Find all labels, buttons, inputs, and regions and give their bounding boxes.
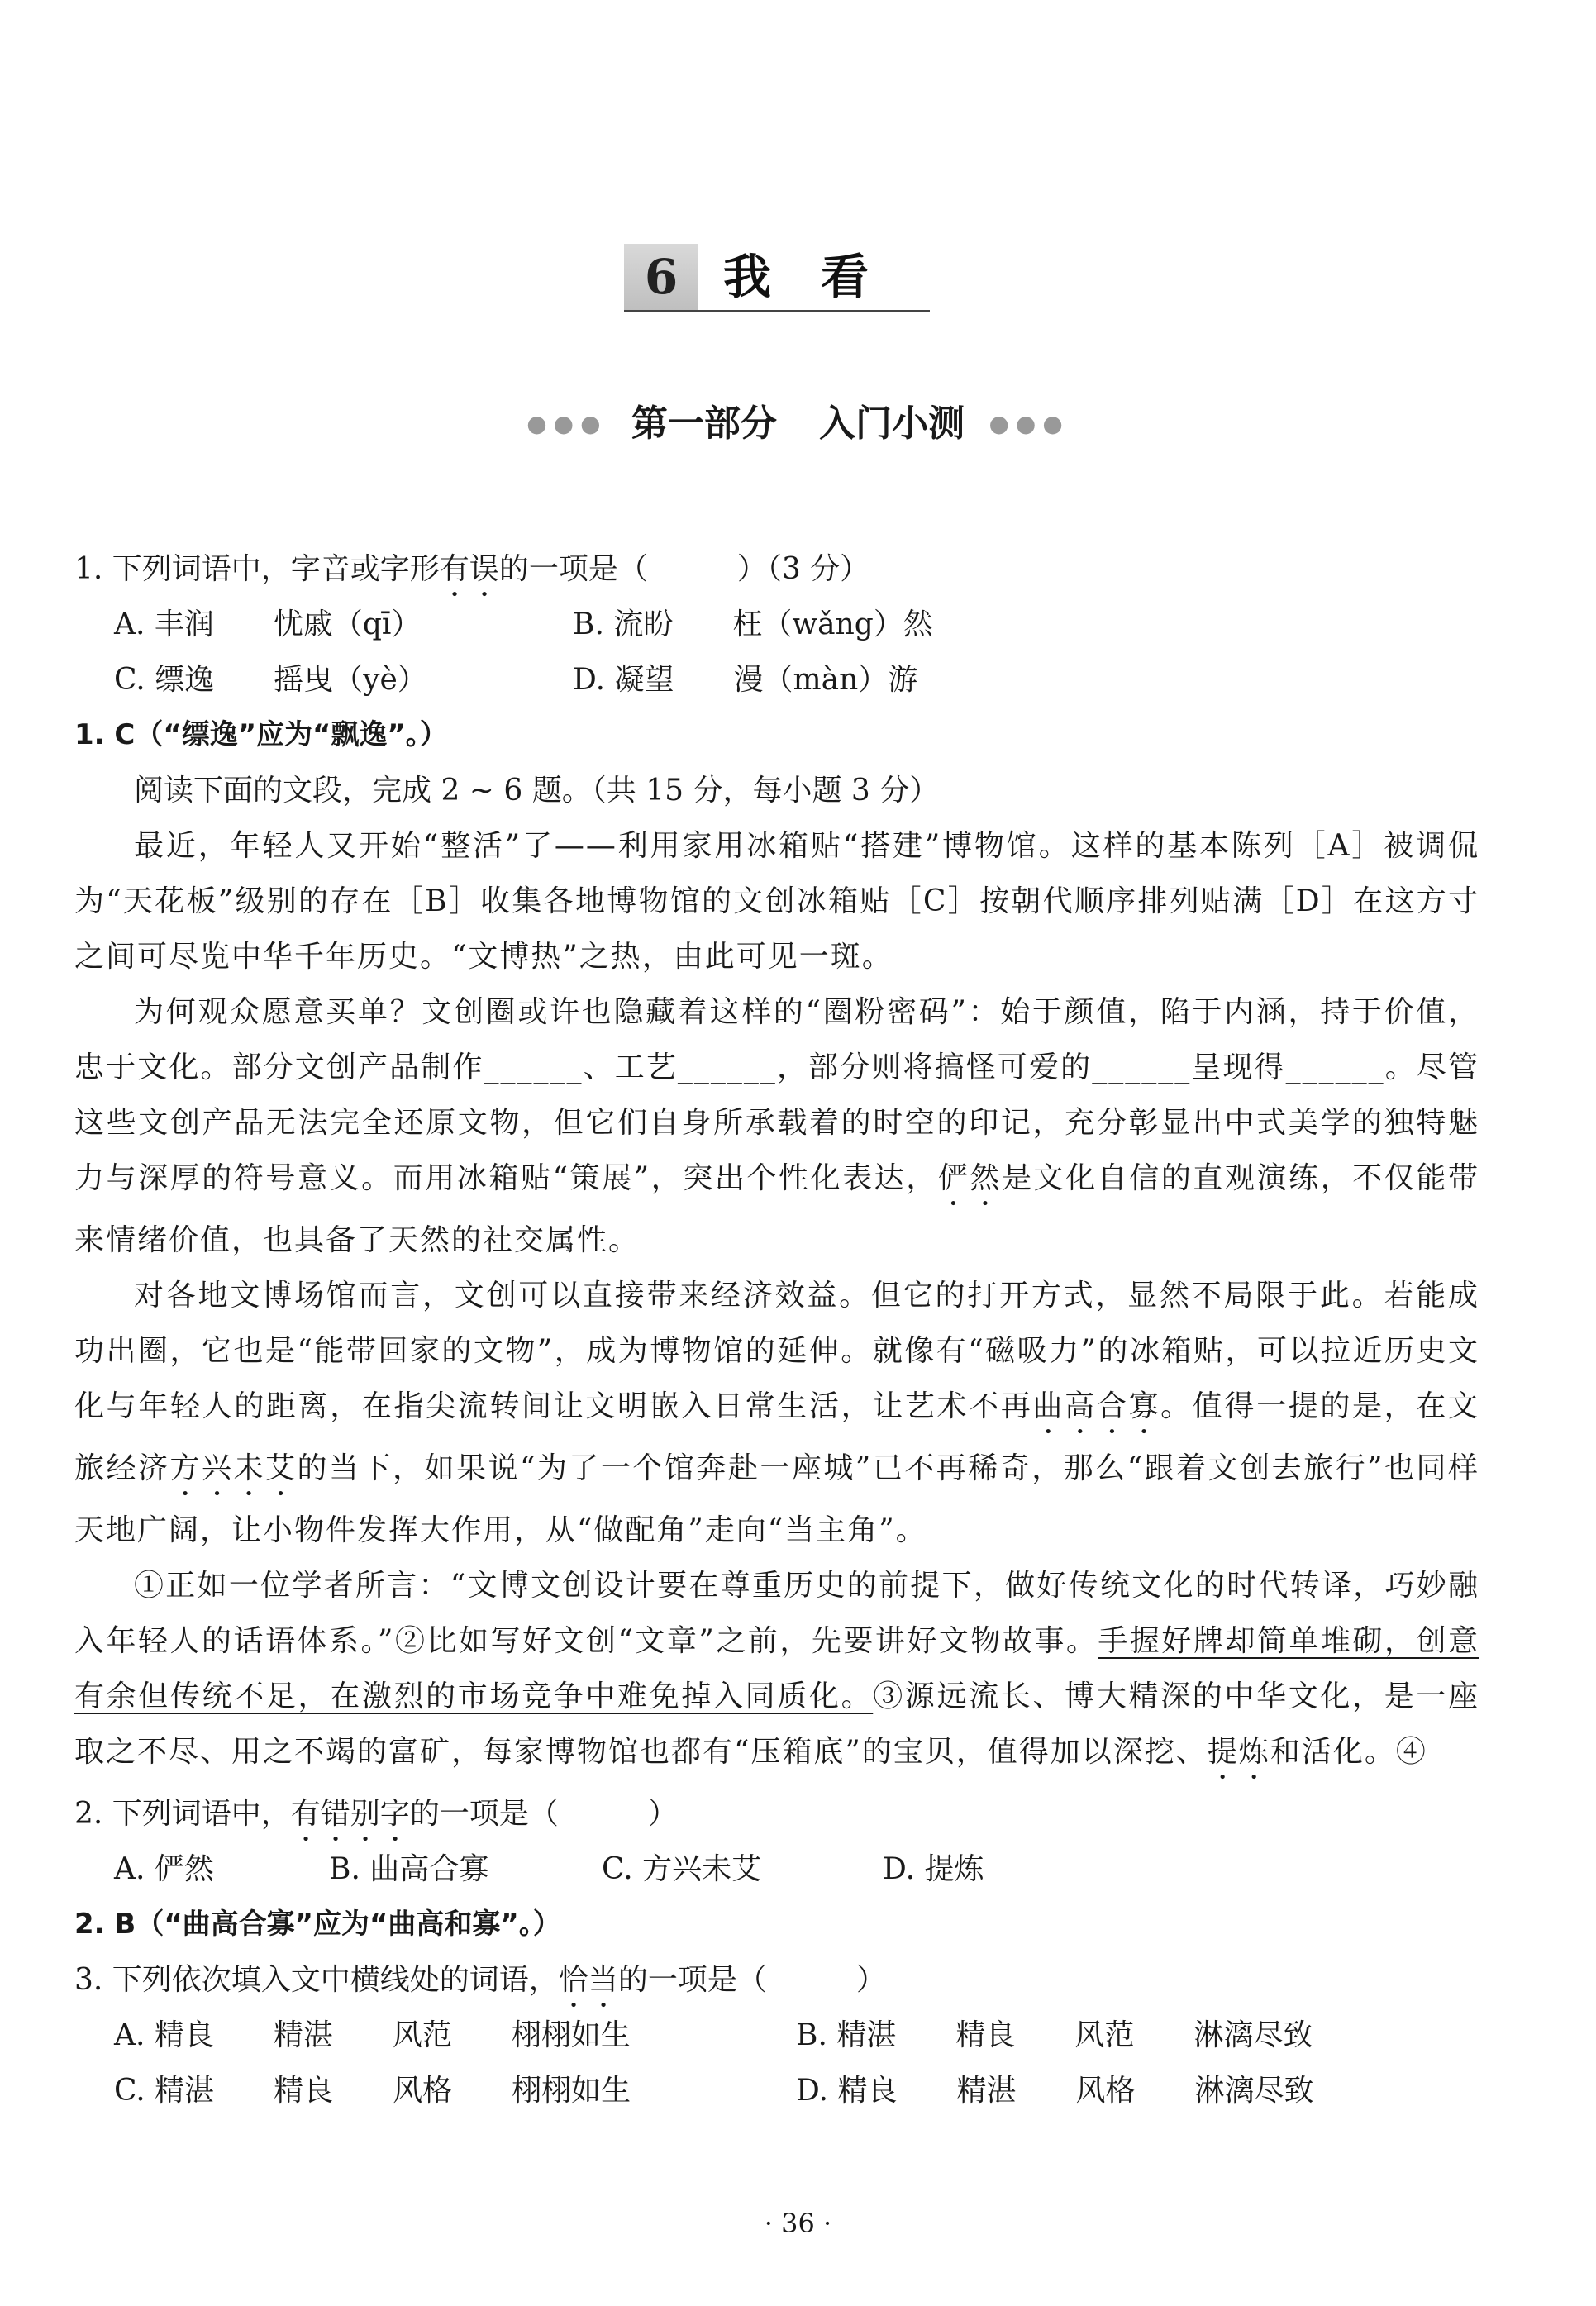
p4-emph: 提炼 <box>1207 1735 1270 1769</box>
q3-stem-before: 3. 下列依次填入文中横线处的词语， <box>74 1963 559 1997</box>
passage-paragraph-2 <box>74 984 1479 1268</box>
p3-text-a: 对各地文博场馆而言，文创可以直接带来经济效益。但它的打开方式，显然不局限于此。若能成功出圈，它也是“能带回家的文物”，成为博物馆的延伸。就像有“磁吸力”的冰箱贴，可以拉近历史文化与年轻人的距离，在指尖流转间让文明嵌入日常生活，让艺术不再 <box>74 1279 1479 1423</box>
q1-options-row2 <box>74 652 1479 708</box>
q3-stem <box>74 1952 1479 2008</box>
q1-option-b: B. 流盼 枉（wǎng）然 <box>573 607 933 641</box>
page-number: · 36 · <box>764 2208 832 2239</box>
q3-options-row2 <box>74 2063 1479 2118</box>
q1-option-a: A. 丰润 忧戚（qī） <box>114 607 422 641</box>
p2-emph: 俨然 <box>937 1161 1002 1195</box>
p2-text-a: 为何观众愿意买单？文创圈或许也隐藏着这样的“圈粉密码”：始于颜值，陷于内涵，持于价值，忠于文化。部分文创产品制作______、工艺______，部分则将搞怪可爱的______呈现得______。尽管这些文创产品无法完全还原文物，但它们自身所承载着的时空的印记，充分彰显出中式美学的独特魅力与深厚的符号意义。而用冰箱贴“策展”，突出个性化表达， <box>74 995 1479 1195</box>
q2-options <box>74 1841 1479 1897</box>
q2-stem <box>74 1786 1479 1841</box>
q3-option-a: A. 精良 精湛 风范 栩栩如生 <box>114 2018 631 2052</box>
lesson-number: 6 <box>624 244 698 310</box>
dots-decoration-right: ●●● <box>989 409 1070 437</box>
p3-text-b: 。值得一提的是，在文旅经济 <box>74 1389 1479 1485</box>
p3-emph-1: 曲高合寡 <box>1032 1389 1161 1423</box>
q1-stem <box>74 541 1479 597</box>
p2-text-b: 是文化自信的直观演练，不仅能带来情绪价值，也具备了天然的社交属性。 <box>74 1161 1479 1257</box>
passage-paragraph-3 <box>74 1268 1479 1558</box>
q1-stem-before: 1. 下列词语中，字音或字形 <box>74 552 440 586</box>
q2-answer: 2. B（“曲高合寡”应为“曲高和寡”。） <box>74 1908 561 1941</box>
q3-option-d: D. 精良 精湛 风格 淋漓尽致 <box>796 2074 1314 2108</box>
lesson-title <box>624 244 930 312</box>
q2-stem-emph: 有错别字 <box>290 1797 410 1831</box>
p3-text-c: 的当下，如果说“为了一个馆奔赴一座城”已不再稀奇，那么“跟着文创去旅行”也同样天地广阔，让小物件发挥大作用，从“做配角”走向“当主角”。 <box>74 1451 1479 1547</box>
q1-option-c: C. 缥逸 摇曳（yè） <box>114 663 427 697</box>
lesson-name: 我看 <box>723 249 919 305</box>
passage-paragraph-1: 最近，年轻人又开始“整活”了——利用家用冰箱贴“搭建”博物馆。这样的基本陈列［A］被调侃为“天花板”级别的存在［B］收集各地博物馆的文创冰箱贴［C］按朝代顺序排列贴满［D］在这方寸之间可尽览中华千年历史。“文博热”之热，由此可见一斑。 <box>74 829 1479 974</box>
content <box>74 541 1479 2118</box>
passage-paragraph-4 <box>74 1558 1479 1786</box>
p4-text-b: ③源远流长、博大精深的中华文化，是一座取之不尽、用之不竭的富矿，每家博物馆也都有“压箱底”的宝贝，值得加以深挖、 <box>74 1679 1479 1769</box>
p4-text-a: ①正如一位学者所言：“文博文创设计要在尊重历史的前提下，做好传统文化的时代转译，巧妙融入年轻人的话语体系。”②比如写好文创“文章”之前，先要讲好文物故事。 <box>74 1569 1479 1658</box>
section-title-part1: 第一部分 <box>631 402 777 445</box>
reading-intro: 阅读下面的文段，完成 2 ~ 6 题。（共 15 分，每小题 3 分） <box>134 774 940 808</box>
q3-options-row1 <box>74 2008 1479 2063</box>
q2-option-c: C. 方兴未艾 <box>602 1852 762 1886</box>
q1-stem-after: 的一项是（ ）（3 分） <box>498 552 870 586</box>
q2-stem-before: 2. 下列词语中， <box>74 1797 291 1831</box>
q2-option-a: A. 俨然 <box>114 1852 214 1886</box>
q2-stem-after: 的一项是（ ） <box>409 1797 678 1831</box>
q3-stem-after: 的一项是（ ） <box>617 1963 886 1997</box>
section-header <box>0 388 1596 455</box>
dots-decoration-left: ●●● <box>526 409 607 437</box>
p4-text-c: 和活化。④ <box>1270 1735 1427 1769</box>
section-title-part2: 入门小测 <box>819 402 965 445</box>
q3-option-b: B. 精湛 精良 风范 淋漓尽致 <box>796 2018 1313 2052</box>
p3-emph-2: 方兴未艾 <box>169 1451 298 1485</box>
q2-option-d: D. 提炼 <box>883 1852 984 1886</box>
p4-underlined-sentence: 手握好牌却简单堆砌，创意有余但传统不足，在激烈的市场竞争中难免掉入同质化。 <box>74 1624 1479 1713</box>
q3-option-c: C. 精湛 精良 风格 栩栩如生 <box>114 2074 631 2108</box>
q1-stem-emph: 有误 <box>439 552 499 586</box>
q2-option-b: B. 曲高合寡 <box>329 1852 489 1886</box>
q1-options-row1 <box>74 597 1479 652</box>
q1-answer: 1. C（“缥逸”应为“飘逸”。） <box>74 718 448 751</box>
q1-option-d: D. 凝望 漫（màn）游 <box>573 663 918 697</box>
q3-stem-emph: 恰当 <box>558 1963 618 1997</box>
